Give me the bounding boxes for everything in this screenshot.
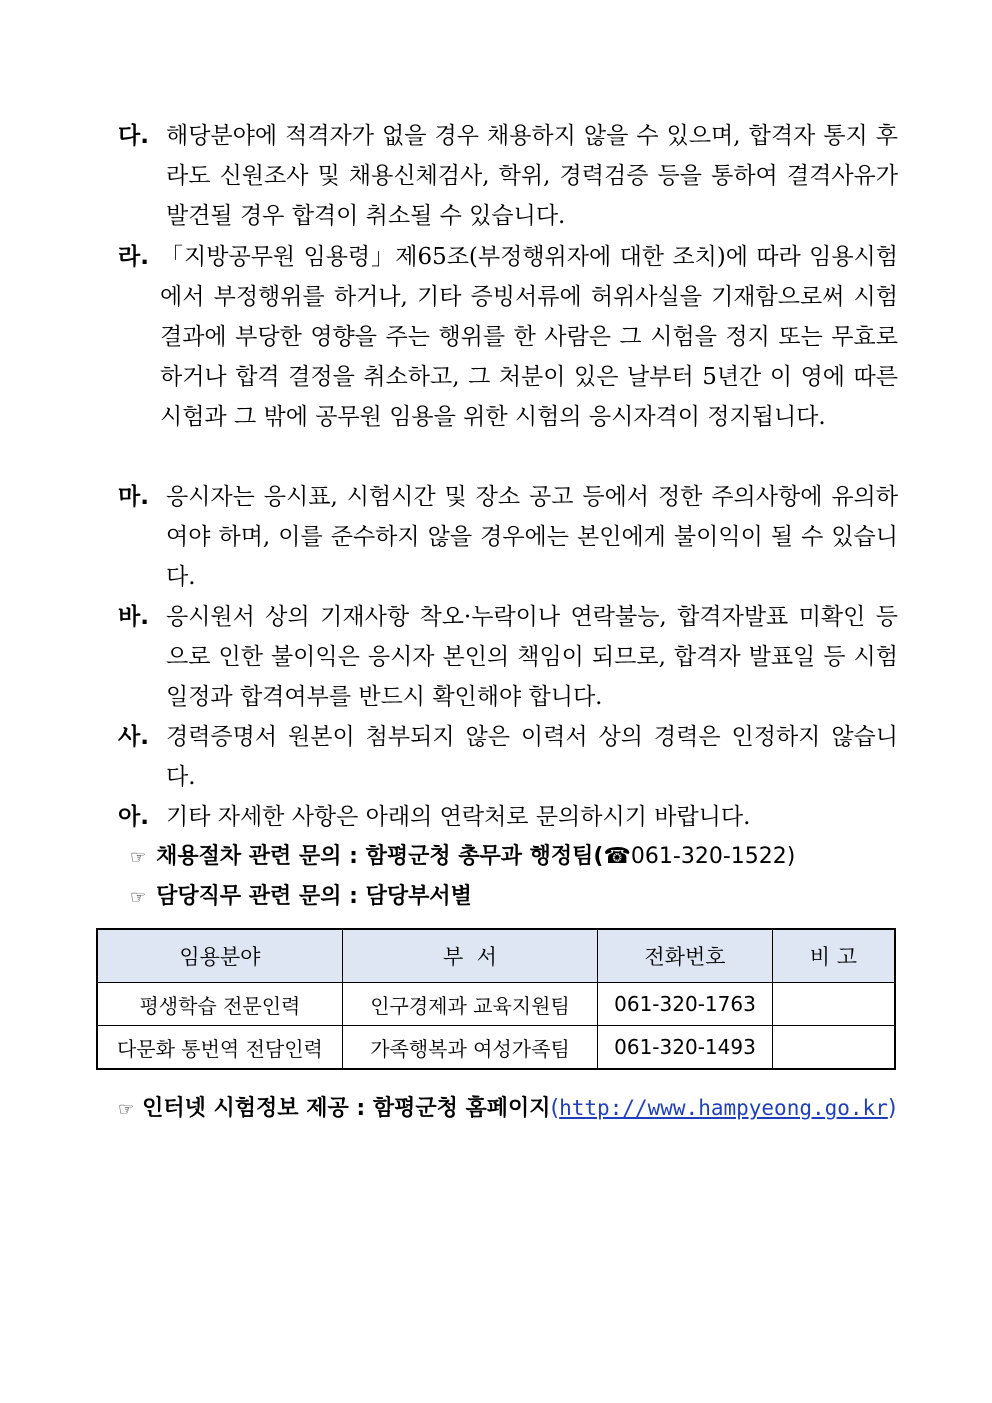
- item-marker: 아.: [118, 804, 149, 830]
- table-header-row: [97, 929, 895, 983]
- item-text: 해당분야에 적격자가 없을 경우 채용하지 않을 수 있으며, 합격자 통지 후라도 신원조사 및 채용신체검사, 학위, 경력검증 등을 통하여 결격사유가 발견될 경우 합격이 취소될 수 있습니다.: [166, 123, 898, 229]
- notice-item-ma: [118, 477, 898, 597]
- header-department: 부 서: [342, 929, 597, 983]
- notice-item-a: [118, 797, 898, 837]
- cell-phone: 061-320-1763: [598, 983, 773, 1026]
- cell-field: 평생학습 전문인력: [97, 983, 342, 1026]
- table-row: [97, 1026, 895, 1070]
- header-phone: 전화번호: [598, 929, 773, 983]
- header-remarks: 비 고: [772, 929, 895, 983]
- cell-phone: 061-320-1493: [598, 1026, 773, 1070]
- internet-info: [118, 1088, 896, 1130]
- item-text: 경력증명서 원본이 첨부되지 않은 이력서 상의 경력은 인정하지 않습니다.: [166, 724, 898, 790]
- contact-duty: [130, 877, 472, 918]
- contact-duty-label: 담당직무 관련 문의 : 담당부서별: [156, 884, 472, 909]
- contact-procedure-label: 채용절차 관련 문의 : 함평군청 총무과 행정팀(: [156, 844, 604, 869]
- pointing-hand-icon: ☞: [118, 1099, 135, 1120]
- item-text: 응시원서 상의 기재사항 착오·누락이나 연락불능, 합격자발표 미확인 등으로 인한 불이익은 응시자 본인의 책임이 되므로, 합격자 발표일 등 시험일정과 합격여부를 반드시 확인해야 합니다.: [166, 604, 898, 710]
- item-marker: 바.: [118, 604, 149, 630]
- internet-info-label: 인터넷 시험정보 제공 : 함평군청 홈페이지: [142, 1096, 551, 1121]
- item-marker: 라.: [118, 244, 149, 270]
- telephone-icon: ☎: [603, 844, 631, 869]
- item-marker: 사.: [118, 724, 149, 750]
- cell-department: 가족행복과 여성가족팀: [342, 1026, 597, 1070]
- paren-open: (: [550, 1096, 560, 1121]
- notice-item-sa: [118, 717, 898, 797]
- contact-procedure-phone: 061-320-1522): [630, 844, 796, 869]
- notice-item-da: [118, 116, 898, 236]
- cell-department: 인구경제과 교육지원팀: [342, 983, 597, 1026]
- pointing-hand-icon: ☞: [130, 887, 147, 908]
- item-marker: 다.: [118, 123, 149, 149]
- notice-item-ba: [118, 597, 898, 717]
- cell-remarks: [772, 983, 895, 1026]
- item-text: 「지방공무원 임용령」제65조(부정행위자에 대한 조치)에 따라 임용시험에서 부정행위를 하거나, 기타 증빙서류에 허위사실을 기재함으로써 시험결과에 부당한 영향을 주는 행위를 한 사람은 그 시험을 정지 또는 무효로 하거나 합격 결정을 취소하고, 그 처분이 있은 날부터 5년간 이 영에 따른 시험과 그 밖에 공무원 임용을 위한 시험의 응시자격이 정지됩니다.: [160, 244, 898, 430]
- cell-field: 다문화 통번역 전담인력: [97, 1026, 342, 1070]
- table-row: [97, 983, 895, 1026]
- notice-item-ra: [118, 237, 898, 477]
- department-table: [96, 928, 896, 1070]
- pointing-hand-icon: ☞: [130, 847, 147, 868]
- header-field: 임용분야: [97, 929, 342, 983]
- contact-procedure: [130, 837, 795, 878]
- item-text: 기타 자세한 사항은 아래의 연락처로 문의하시기 바랍니다.: [166, 804, 751, 830]
- item-text: 응시자는 응시표, 시험시간 및 장소 공고 등에서 정한 주의사항에 유의하여야 하며, 이를 준수하지 않을 경우에는 본인에게 불이익이 될 수 있습니다.: [166, 484, 898, 590]
- item-marker: 마.: [118, 484, 149, 510]
- cell-remarks: [772, 1026, 895, 1070]
- homepage-link[interactable]: http://www.hampyeong.go.kr: [559, 1096, 888, 1120]
- paren-close: ): [887, 1096, 897, 1121]
